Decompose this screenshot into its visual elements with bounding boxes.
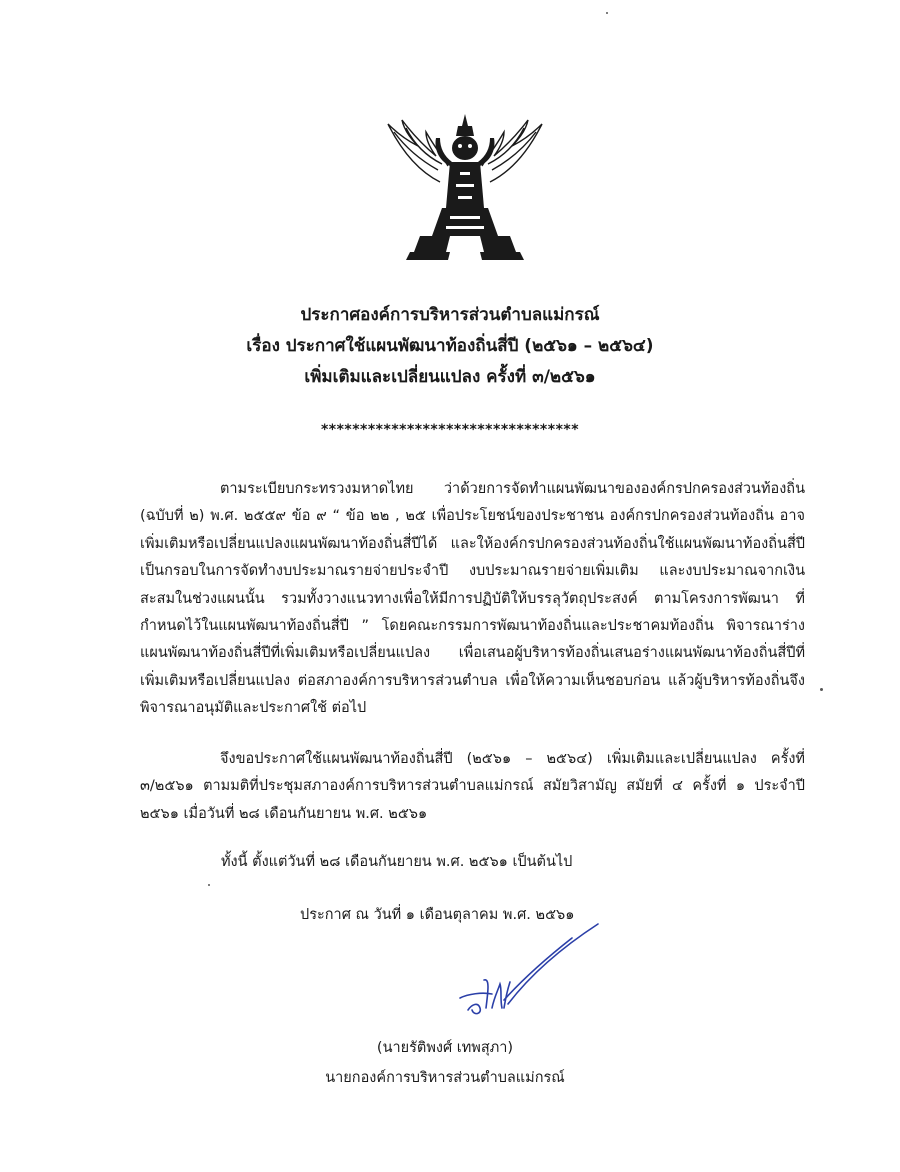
signatory-name: (นายรัติพงศ์ เทพสุภา) [376, 1040, 514, 1056]
scan-speck [820, 688, 823, 691]
heading-revision: เพิ่มเติมและเปลี่ยนแปลง ครั้งที่ ๓/๒๕๖๑ [304, 367, 596, 387]
scan-speck [208, 884, 210, 886]
paragraph-2-text: จึงขอประกาศใช้แผนพัฒนาท้องถิ่นสี่ปี (๒๕๖๑ – ๒๕๖๔) เพิ่มเติมและเปลี่ยนแปลง ครั้งที่ ๓/๒๕๖๑ ตามมติที่ประชุมสภาองค์การบริหารส่วนตำบลแม่กรณ์ สมัยวิสามัญ สมัยที่ ๔ ครั้งที่ ๑ ประจำปี ๒๕๖๑ เมื่อวันที่ ๒๘ เดือนกันยายน พ.ศ. ๒๕๖๑ [140, 751, 805, 822]
body-paragraph-1 [140, 476, 805, 723]
signature [448, 918, 608, 1028]
separator: ********************************* [320, 422, 580, 438]
scan-speck [606, 12, 608, 14]
garuda-emblem-icon [380, 112, 550, 264]
announcement-date: ประกาศ ณ วันที่ ๑ เดือนตุลาคม พ.ศ. ๒๕๖๑ [300, 907, 575, 923]
heading-subject: เรื่อง ประกาศใช้แผนพัฒนาท้องถิ่นสี่ปี (๒๕๖๑ – ๒๕๖๔) [246, 336, 654, 356]
body-paragraph-2 [140, 746, 805, 828]
effective-date: ทั้งนี้ ตั้งแต่วันที่ ๒๘ เดือนกันยายน พ.ศ. ๒๕๖๑ เป็นต้นไป [221, 854, 573, 870]
signatory-title: นายกองค์การบริหารส่วนตำบลแม่กรณ์ [325, 1070, 565, 1086]
announcement-heading [200, 300, 700, 393]
heading-organization: ประกาศองค์การบริหารส่วนตำบลแม่กรณ์ [300, 305, 600, 325]
paragraph-1-text: ตามระเบียบกระทรวงมหาดไทย ว่าด้วยการจัดทำแผนพัฒนาขององค์กรปกครองส่วนท้องถิ่น (ฉบับที่ ๒) พ.ศ. ๒๕๕๙ ข้อ ๙ “ ข้อ ๒๒ , ๒๕ เพื่อประโยชน์ของประชาชน องค์กรปกครองส่วนท้องถิ่น อาจเพิ่มเติมหรือเปลี่ยนแปลงแผนพัฒนาท้องถิ่นสี่ปีได้ และให้องค์กรปกครองส่วนท้องถิ่นใช้แผนพัฒนาท้องถิ่นสี่ปี เป็นกรอบในการจัดทำงบประมาณรายจ่ายประจำปี งบประมาณรายจ่ายเพิ่มเติม และงบประมาณจากเงินสะสมในช่วงแผนนั้น รวมทั้งวางแนวทางเพื่อให้มีการปฏิบัติให้บรรลุวัตถุประสงค์ ตามโครงการพัฒนา ที่กำหนดไว้ในแผนพัฒนาท้องถิ่นสี่ปี ” โดยคณะกรรมการพัฒนาท้องถิ่นและประชาคมท้องถิ่น พิจารณาร่างแผนพัฒนาท้องถิ่นสี่ปีที่เพิ่มเติมหรือเปลี่ยนแปลง เพื่อเสนอผู้บริหารท้องถิ่นเสนอร่างแผนพัฒนาท้องถิ่นสี่ปีที่เพิ่มเติมหรือเปลี่ยนแปลง ต่อสภาองค์การบริหารส่วนตำบล เพื่อให้ความเห็นชอบก่อน แล้วผู้บริหารท้องถิ่นจึงพิจารณาอนุมัติและประกาศใช้ ต่อไป [140, 481, 805, 717]
